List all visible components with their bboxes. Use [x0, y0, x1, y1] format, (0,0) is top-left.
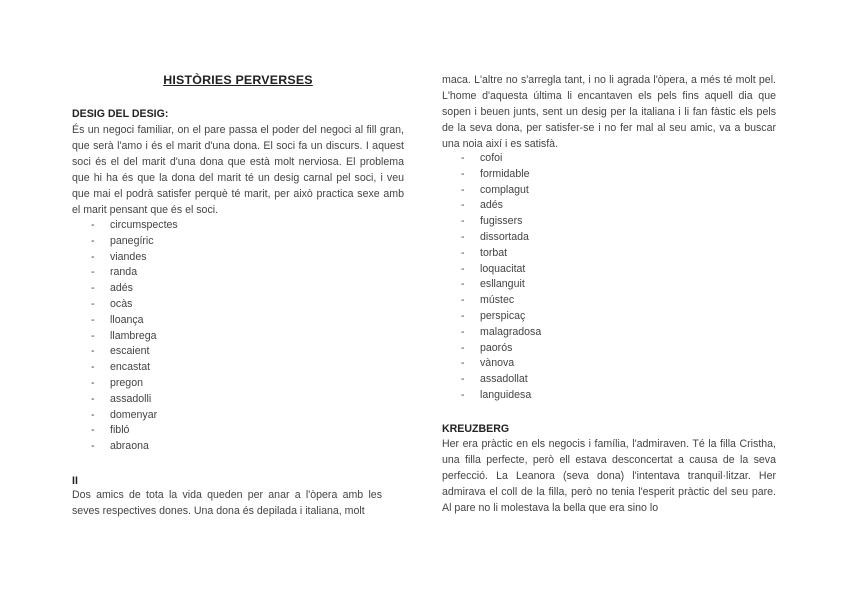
list-word: domenyar: [110, 408, 158, 421]
list-item: [91, 281, 291, 297]
list-item: [461, 262, 661, 278]
list-dash: -: [461, 388, 465, 401]
vocabulary-list-ii: [461, 151, 661, 404]
list-item: [461, 372, 661, 388]
list-dash: -: [461, 152, 465, 164]
list-word: assadollat: [480, 373, 528, 386]
list-dash: -: [91, 440, 95, 453]
list-item: [461, 293, 661, 309]
list-item: [91, 392, 291, 408]
list-dash: -: [91, 234, 95, 247]
list-dash: -: [91, 219, 95, 231]
list-word: malagradosa: [480, 325, 542, 338]
list-dash: -: [461, 341, 465, 354]
list-word: viandes: [110, 250, 147, 263]
list-item: [91, 265, 291, 281]
list-dash: -: [461, 246, 465, 259]
list-dash: -: [461, 278, 465, 291]
list-word: encastat: [110, 361, 151, 374]
list-word: vànova: [480, 357, 515, 370]
list-word: languidesa: [480, 388, 532, 401]
list-item: [91, 360, 291, 376]
document-title: HISTÒRIES PERVERSES: [163, 73, 313, 87]
list-word: fibló: [110, 424, 130, 437]
list-item: [461, 246, 661, 262]
list-item: [91, 313, 291, 329]
list-item: [461, 341, 661, 357]
list-dash: -: [461, 230, 465, 243]
paragraph-ii-continued: maca. L'altre no s'arregla tant, i no li agrada l'òpera, a més té molt pel. L'home d'aquesta última li encantaven els pels fins aquell dia que sopen i beuen junts, sent un desig per la italiana i li fan fàstic els pels de la seva dona, per satisfer-se i no fer mal al seu amic, va a buscar una noia així i es satisfà.: [442, 74, 776, 150]
list-item: [461, 356, 661, 372]
list-item: [91, 376, 291, 392]
list-word: fugissers: [480, 215, 523, 228]
list-item: [461, 277, 661, 293]
paragraph-kreuzberg: Her era pràctic en els negocis i família, l'admiraven. Té la filla Cristha, una filla perfecte, però ell estava desconcertat a causa de la seva perfecció. La Leanora (seva dona) l'intentava tranquil·litzar. Her admirava el coll de la filla, però no tenia l'esperit pràctic del seu pare. Al pare no li molestava la bella que era sino lo: [442, 438, 776, 514]
list-word: adés: [480, 199, 503, 212]
list-dash: -: [91, 266, 95, 279]
list-dash: -: [91, 250, 95, 263]
list-item: [91, 423, 291, 439]
list-item: [461, 214, 661, 230]
list-word: lloança: [110, 313, 144, 326]
list-word: perspicaç: [480, 309, 526, 322]
list-item: [461, 325, 661, 341]
list-item: [461, 183, 661, 199]
list-word: adés: [110, 282, 133, 295]
list-word: llambrega: [110, 329, 157, 342]
list-item: [91, 218, 291, 234]
list-dash: -: [461, 183, 465, 196]
list-dash: -: [91, 361, 95, 374]
list-dash: -: [461, 262, 465, 275]
list-word: pregon: [110, 376, 143, 389]
list-item: [91, 439, 291, 455]
list-dash: -: [461, 357, 465, 370]
list-dash: -: [91, 297, 95, 310]
list-word: dissortada: [480, 230, 529, 243]
list-dash: -: [461, 199, 465, 212]
list-dash: -: [91, 376, 95, 389]
section-heading-kreuzberg: KREUZBERG: [442, 423, 510, 435]
list-item: [461, 167, 661, 183]
list-dash: -: [461, 215, 465, 228]
list-word: escaient: [110, 345, 150, 358]
list-item: [461, 230, 661, 246]
list-word: loquacitat: [480, 262, 526, 275]
list-dash: -: [91, 313, 95, 326]
list-word: circumspectes: [110, 219, 178, 231]
list-dash: -: [91, 282, 95, 295]
list-word: panegíric: [110, 234, 154, 247]
list-word: mústec: [480, 294, 515, 307]
list-dash: -: [91, 345, 95, 358]
list-item: [91, 234, 291, 250]
list-word: esllanguit: [480, 278, 525, 291]
list-item: [461, 388, 661, 404]
list-word: abraona: [110, 440, 149, 453]
list-item: [91, 250, 291, 266]
list-item: [461, 151, 661, 167]
list-dash: -: [91, 408, 95, 421]
list-dash: -: [91, 329, 95, 342]
list-dash: -: [461, 325, 465, 338]
vocabulary-list-desig: [91, 218, 291, 455]
list-dash: -: [461, 294, 465, 307]
list-item: [461, 309, 661, 325]
list-word: cofoi: [480, 152, 503, 164]
list-word: torbat: [480, 246, 508, 259]
paragraph-desig: És un negoci familiar, on el pare passa el poder del negoci al fill gran, que serà l'amo i és el marit d'una dona. El soci fa un discurs. I aquest soci és el del marit d'una dona que està molt nerviosa. El problema que hi ha és que la dona del marit té un desig carnal pel soci, i veu que mai el podrà satisfer perquè té marit, per això practica sexe amb el marit pensant que és el soci.: [72, 124, 404, 216]
section-heading-desig: DESIG DEL DESIG:: [72, 108, 169, 120]
list-item: [91, 344, 291, 360]
list-word: randa: [110, 266, 138, 279]
section-heading-ii: II: [72, 475, 78, 487]
list-dash: -: [461, 373, 465, 386]
list-word: ocàs: [110, 297, 133, 310]
list-word: complagut: [480, 183, 529, 196]
list-word: assadolli: [110, 392, 152, 405]
list-dash: -: [461, 309, 465, 322]
list-item: [461, 198, 661, 214]
list-word: formidable: [480, 167, 530, 180]
list-dash: -: [461, 167, 465, 180]
list-dash: -: [91, 424, 95, 437]
paragraph-ii-start: Dos amics de tota la vida queden per anar a l'òpera amb les seves respectives dones. Una dona és depilada i italiana, molt: [72, 489, 382, 517]
list-word: paorós: [480, 341, 513, 354]
list-item: [91, 408, 291, 424]
list-dash: -: [91, 392, 95, 405]
list-item: [91, 297, 291, 313]
list-item: [91, 329, 291, 345]
